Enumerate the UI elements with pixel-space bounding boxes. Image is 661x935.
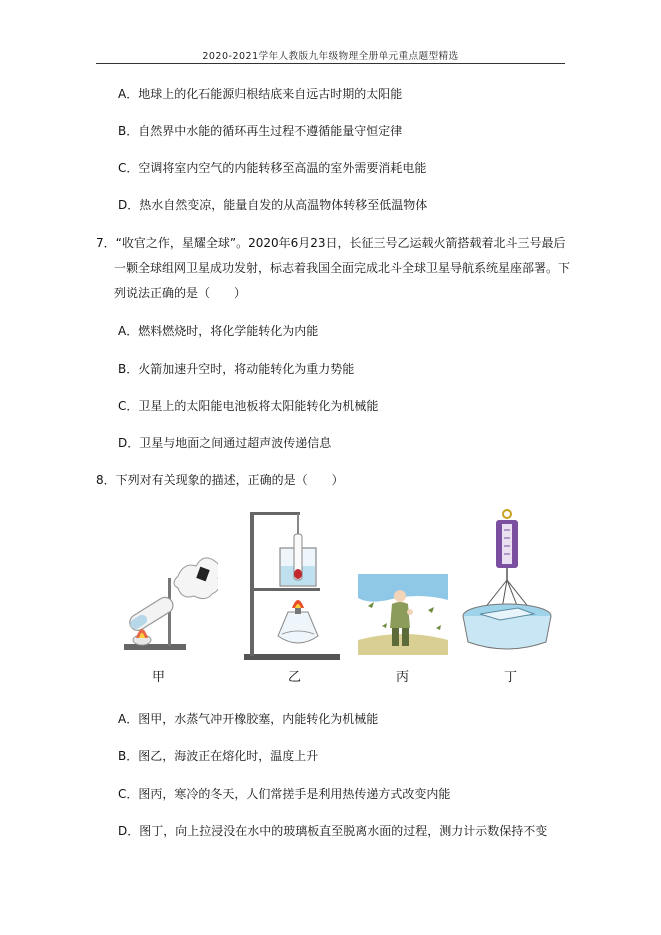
- figure-label-bing: 丙: [396, 670, 410, 685]
- q7-stem-line-1: 7．“收官之作，星耀全球”。2020年6月23日，长征三号乙运载火箭搭载着北斗三号最后: [96, 236, 566, 250]
- figure-label-yi: 乙: [288, 670, 302, 685]
- q7-option-d: D．卫星与地面之间通过超声波传递信息: [118, 436, 332, 450]
- figure-bing-scene: [358, 570, 448, 655]
- figure-label-ding: 丁: [504, 670, 518, 685]
- q6-option-a: A．地球上的化石能源归根结底来自远古时期的太阳能: [118, 87, 403, 101]
- figure-yi-apparatus: [242, 508, 342, 663]
- q7-option-b: B．火箭加速升空时，将动能转化为重力势能: [118, 362, 355, 376]
- header-divider: [96, 63, 565, 64]
- figure-label-jia: 甲: [152, 670, 166, 685]
- page-header: 2020-2021学年人教版九年级物理全册单元重点题型精选: [202, 51, 459, 62]
- q8-option-a: A．图甲，水蒸气冲开橡胶塞，内能转化为机械能: [118, 712, 379, 726]
- figure-ding-apparatus: [460, 508, 555, 658]
- figure-jia-apparatus: [118, 508, 218, 658]
- q8-figure: [118, 508, 558, 688]
- q7-stem-line-2: 一颗全球组网卫星成功发射，标志着我国全面完成北斗全球卫星导航系统星座部署。下: [114, 261, 571, 275]
- q6-option-d: D．热水自然变凉，能量自发的从高温物体转移至低温物体: [118, 198, 428, 212]
- q7-stem-line-3: 列说法正确的是（ ）: [114, 286, 247, 300]
- q8-option-d: D．图丁，向上拉浸没在水中的玻璃板直至脱离水面的过程，测力计示数保持不变: [118, 824, 548, 838]
- q6-option-b: B．自然界中水能的循环再生过程不遵循能量守恒定律: [118, 124, 403, 138]
- q7-option-a: A．燃料燃烧时，将化学能转化为内能: [118, 324, 319, 338]
- q8-option-b: B．图乙，海波正在熔化时，温度上升: [118, 749, 319, 763]
- q6-option-c: C．空调将室内空气的内能转移至高温的室外需要消耗电能: [118, 161, 427, 175]
- q8-stem: 8．下列对有关现象的描述，正确的是（ ）: [96, 473, 344, 487]
- q7-option-c: C．卫星上的太阳能电池板将太阳能转化为机械能: [118, 399, 379, 413]
- q8-option-c: C．图丙，寒冷的冬天，人们常搓手是利用热传递方式改变内能: [118, 787, 451, 801]
